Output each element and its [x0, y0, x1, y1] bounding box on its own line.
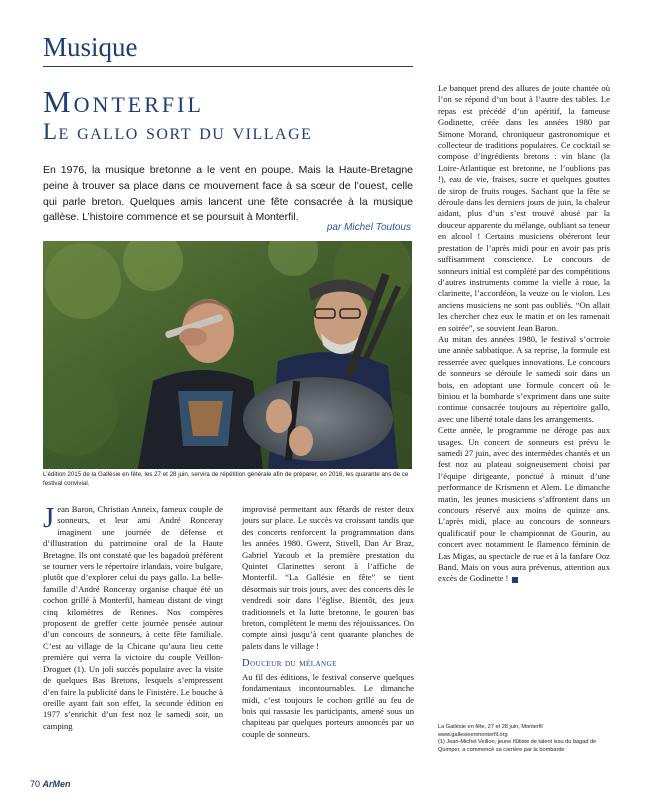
column-2 — [242, 504, 414, 740]
column-1-paragraph: ean Baron, Christian Anneix, fameux couple de sonneurs, et leur ami André Ronceray imaginent une journée de défense et d’illustration du patrimoine oral de la Haute Bretagne. Ils ont constaté que les bagadoù préfèrent se tourner vers le répertoire irlandais, voire bulgare, plutôt que d’explorer celui du pays gallo. La belle-famille d’André Ronceray organise chaque été un cochon grillé à Monterfil, hameau distant de vingt cinq kilomètres de Rennes. Nos compères proposent de greffer cette journée pensée autour d’un concours de sonneurs, à cette fête familiale. C’est au village de la Chicane qu’aura lieu cette première qui verra la victoire du couple Veillon-Droguet (1). Un joli succès populaire avec la visite de quelques Bas Bretons, lesquels s’empressent d’en faire la publicité dans le Finistère. Le bouche à oreille ayant fait son effet, la seconde édition en 1977 s’enrichit d’un fest noz le samedi soir, un camping — [43, 504, 223, 731]
article-title: Monterfil — [43, 84, 204, 119]
footnotes — [438, 724, 613, 754]
column-3 — [438, 83, 610, 585]
column-3-paragraph-text: Cette année, le programme ne déroge pas aux usages. Un concert de sonneurs est prévu le samedi 27 juin, avec des intermèdes chantés et un fest noz au plateau soigneusement choisi par l’équipe dirigeante, ponctué à minuit d’une performance de Krismenn et Alem. Le dimanche matin, les jeunes musiciens s’affrontent dans un concours réservé aux moins de quinze ans. L’après midi, place au concours de sonneurs qualificatif pour le championnat de Gourin, au concert avec notamment le flamenco féminin de Las Migas, au spectacle de rue et à la fanfare Ooz Band. Mais on vous aura prévenus, attention aux excès de Godinette ! — [438, 425, 610, 584]
article-lead — [43, 163, 413, 226]
event-info: La Gallésie en fête, 27 et 28 juin, Monterfil — [438, 724, 543, 730]
column-3-paragraph: Au mitan des années 1980, le festival s’octroie une année sabbatique. A sa reprise, la formule est resserrée avec quelques innovations. Le concours de sonneurs se déroule le samedi soir dans un bois, en adoptant une formule concert où le biniou et la bombarde s’expriment dans une suite continue consacrée toujours au répertoire gallo, avec une liberté totale dans les arrangements. — [438, 333, 610, 424]
photo-caption: L’édition 2015 de la Gallésie en fête, les 27 et 28 juin, servira de répétition générale afin de préparer, en 2016, les quarante ans de ce festival convivial. — [43, 471, 409, 487]
page-footer — [30, 779, 71, 789]
section-title: Musique — [43, 32, 138, 62]
footnote-1: (1) Jean-Michel Veillon, jeune flûtiste de talent issu du bagad de Quimper, a commencé sa carrière par la bombarde — [438, 739, 597, 753]
column-2-paragraph: Au fil des éditions, le festival conserve quelques fondamentaux incontournables. Le dimanche midi, c’est toujours le cochon grillé au feu de bois qui rassasie les participants, amené sous un chapiteau par quelques porteurs annoncés par un couple de sonneurs. — [242, 671, 414, 739]
section-rule — [43, 66, 413, 67]
article-photo — [43, 241, 412, 469]
column-3-paragraph-last — [438, 425, 610, 585]
drop-cap: J — [43, 502, 55, 534]
column-2-paragraph: improvisé permettant aux fêtards de rester deux jours sur place. Le succès va croissant tandis que des concerts renforcent la programmation dans les années 1980. Gwerz, Stivell, Dan Ar Braz, Gabriel Yacoub et la première prestation du Quintet Clarinettes seront à l’affiche de Monterfil. “La Gallésie en fête” se tient désormais sur trois jours, avec des concerts dès le vendredi soir dans l’église. Bientôt, des jeux traditionnels et la lutte bretonne, le gouren bas breton, complètent le menu des réjouissances. On compte ainsi jusqu’à cent quarante planches de palets dans le village ! — [242, 504, 414, 651]
byline: par Michel Toutous — [326, 222, 411, 233]
event-website: www.gallesieenmonterfil.org — [438, 731, 508, 738]
subhead: Douceur du mélange — [242, 658, 337, 670]
end-mark-icon — [512, 577, 518, 583]
musicians-photo — [43, 241, 412, 469]
column-3-paragraph: Le banquet prend des allures de joute chantée où l’on se répond d’un bout à l’autre des tables. Le repas est précédé d’un apéritif, la fameuse Godinette, créée dans les années 1980 par Simone Morand, chroniqueur gastronomique et collecteur de traditions populaires. Ce cocktail se compose d’ingrédients bretons : vin blanc (la Loire-Atlantique est bretonne, ne l’oublions pas !), eau de vie, fraises, sucre et quelques gouttes de sirop de fruits rouges. Sachant que la fête se déroule dans les derniers jours de juin, la chaleur aidant, plus d’un s’est trouvé abusé par la douceur apparente du mélange, oubliant sa teneur en alcool ! Certains musiciens obéreront leur prestation de l’après midi pour en avoir pas pris suffisamment conscience. Le concours de sonneurs initial est complété par des compétitions d’autres instruments comme la vielle à roue, la clarinette, l’accordéon, la veuze ou le violon. Les anciens musiciens ne sont pas oubliés. “On allait les chercher chez eux le matin et on les ramenait en soirée”, se souvient Jean Baron. — [438, 83, 610, 333]
magazine-brand: ArMen — [42, 779, 71, 789]
article-subtitle: Le gallo sort du village — [43, 119, 313, 144]
lead-text: En 1976, la musique bretonne a le vent en poupe. Mais la Haute-Bretagne peine à trouver sa place dans ce mouvement face à sa sœur de l’ouest, celle qui parle breton. Quelques amis lancent une fête consacrée à la musique gallèse. L’histoire commence et se poursuit à Monterfil. — [43, 164, 413, 224]
page-number: 70 — [30, 779, 41, 789]
column-1 — [43, 504, 223, 732]
